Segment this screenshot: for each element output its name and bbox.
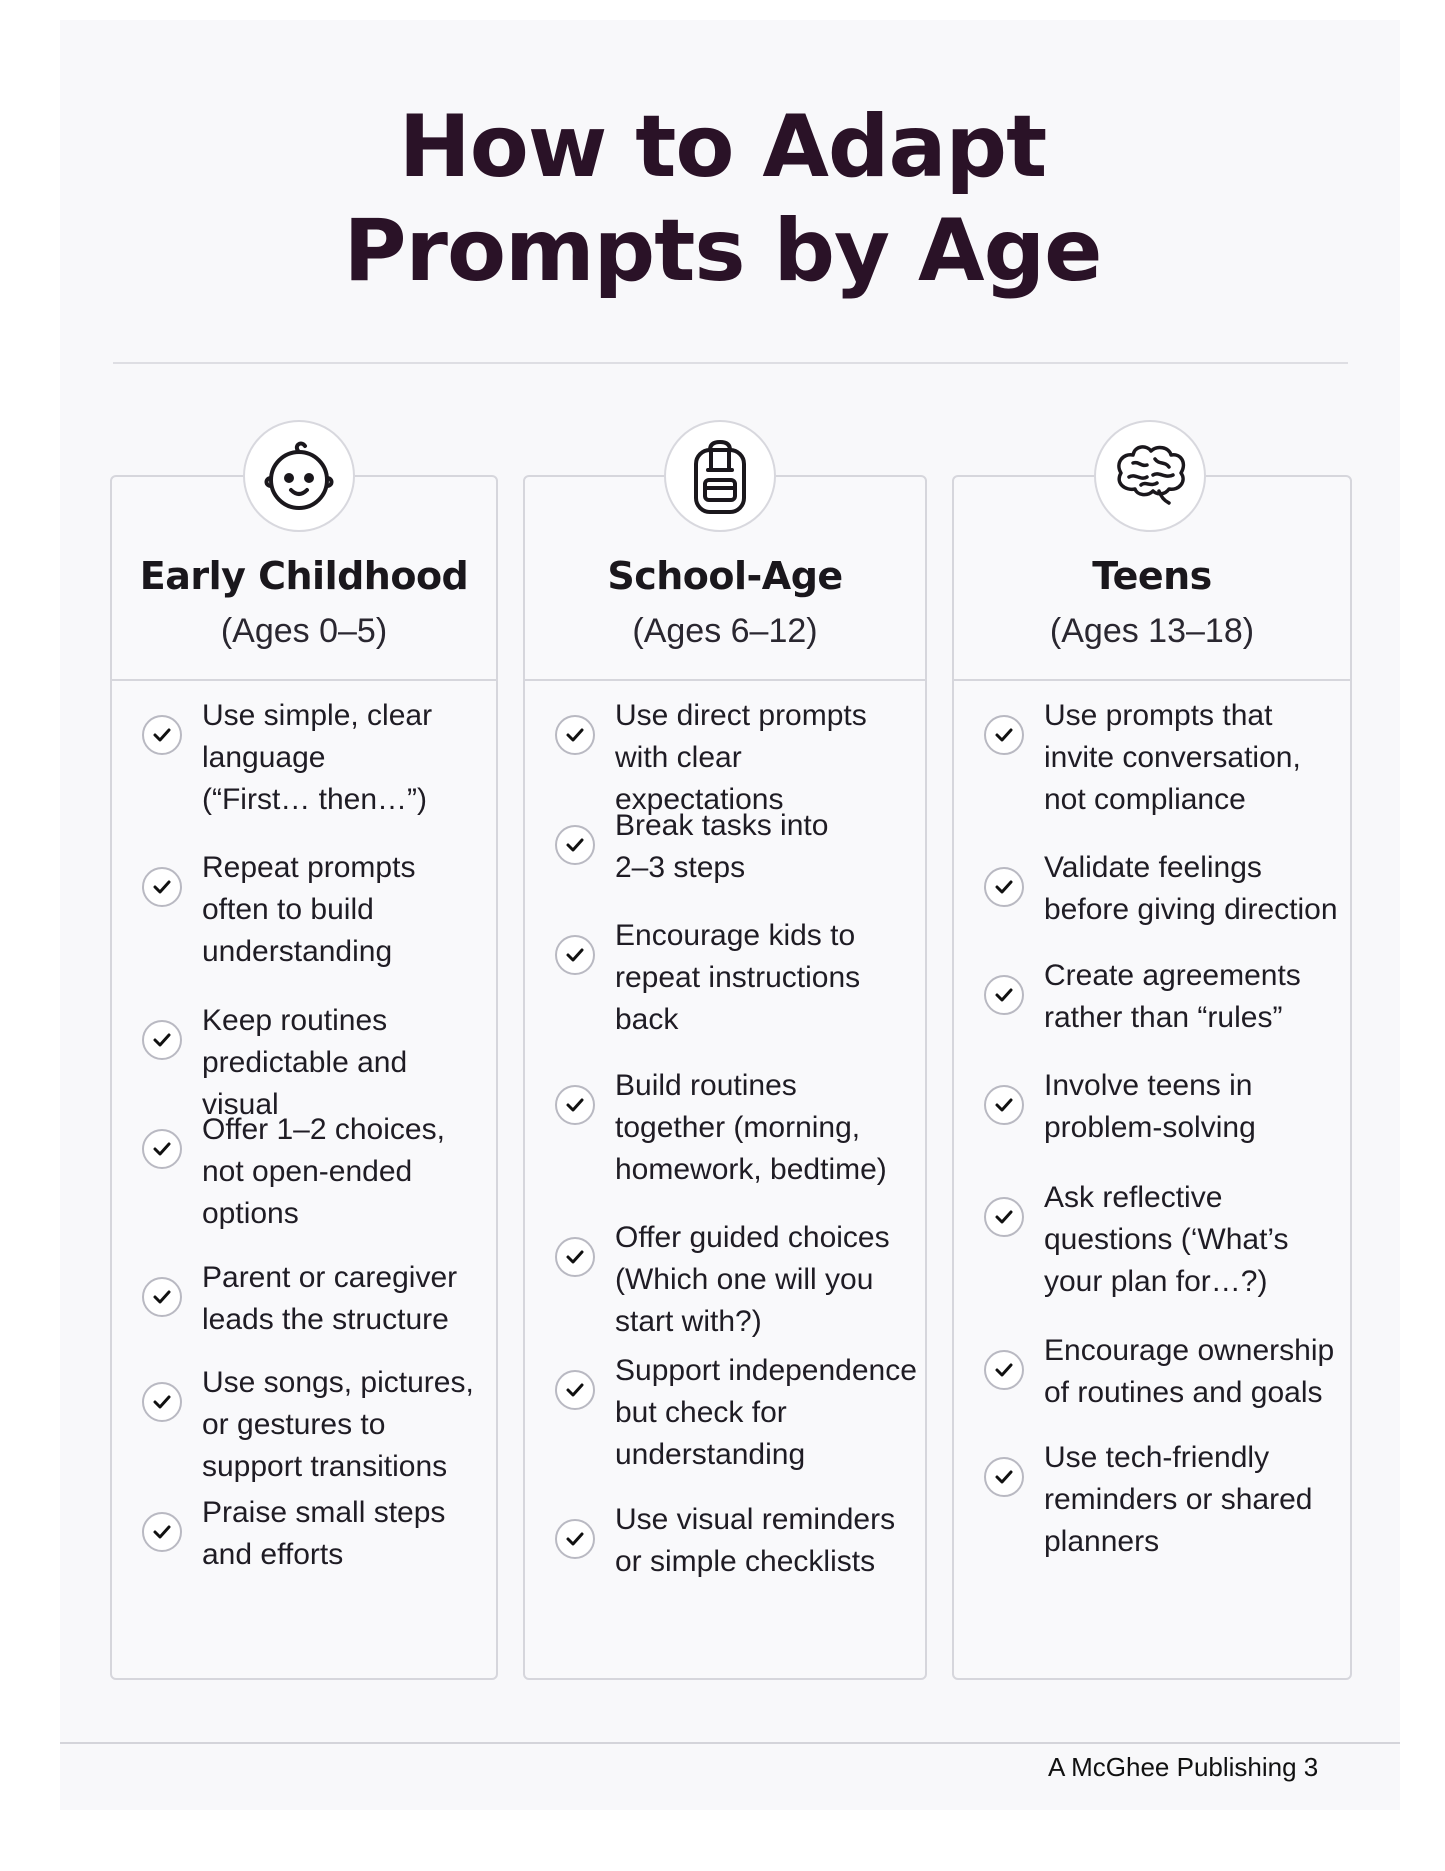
baby-face-icon <box>243 420 355 532</box>
list-item-text: Offer 1–2 choices, not open-ended options <box>202 1113 445 1230</box>
checkmark-icon <box>984 975 1024 1015</box>
checkmark-icon <box>984 867 1024 907</box>
list-item-text: Parent or caregiver leads the structure <box>202 1261 458 1336</box>
checkmark-icon <box>984 715 1024 755</box>
column-age-range: (Ages 0–5) <box>220 612 388 650</box>
title-line-2: Prompts by Age <box>343 201 1102 301</box>
checkmark-icon <box>142 867 182 907</box>
list-item-text: Keep routines predictable and visual <box>202 1004 408 1121</box>
title-line-1: How to Adapt <box>398 97 1047 197</box>
checkmark-icon <box>142 1382 182 1422</box>
column-school-age <box>523 475 927 1680</box>
checkmark-icon <box>984 1457 1024 1497</box>
list-item-text: Use visual reminders or simple checklists <box>615 1503 896 1578</box>
list-item-text: Ask reflective questions (‘What’s your plan for…?) <box>1044 1181 1289 1298</box>
checkmark-icon <box>555 1085 595 1125</box>
column-early-childhood <box>110 475 498 1680</box>
backpack-icon <box>664 420 776 532</box>
checkmark-icon <box>142 1020 182 1060</box>
column-title: Early Childhood <box>139 554 469 598</box>
list-item-text: Praise small steps and efforts <box>202 1496 446 1571</box>
column-age-range: (Ages 6–12) <box>632 612 818 650</box>
list-item-text: Encourage ownership of routines and goals <box>1044 1334 1335 1409</box>
checkmark-icon <box>984 1085 1024 1125</box>
checkmark-icon <box>142 1512 182 1552</box>
list-item-text: Repeat prompts often to build understanding <box>202 851 416 968</box>
checkmark-icon <box>555 825 595 865</box>
list-item-text: Involve teens in problem-solving <box>1044 1069 1256 1144</box>
column-title: School-Age <box>607 554 843 598</box>
checkmark-icon <box>555 715 595 755</box>
checkmark-icon <box>555 1237 595 1277</box>
list-item-text: Use simple, clear language (“First… then…”) <box>202 699 433 816</box>
page-footer: A McGhee Publishing 3 <box>1048 1752 1319 1782</box>
brain-icon <box>1094 420 1206 532</box>
title-divider <box>113 362 1348 364</box>
checkmark-icon <box>142 1129 182 1169</box>
checkmark-icon <box>142 715 182 755</box>
checkmark-icon <box>555 1370 595 1410</box>
list-item-text: Validate feelings before giving direction <box>1044 851 1338 926</box>
checkmark-icon <box>984 1197 1024 1237</box>
list-item-text: Offer guided choices (Which one will you start with?) <box>615 1221 890 1338</box>
list-item-text: Use tech-friendly reminders or shared planners <box>1044 1441 1313 1558</box>
checkmark-icon <box>142 1277 182 1317</box>
list-item-text: Use songs, pictures, or gestures to support transitions <box>202 1366 474 1483</box>
list-item-text: Break tasks into 2–3 steps <box>615 809 829 884</box>
list-item-text: Support independence but check for understanding <box>615 1354 917 1471</box>
list-item-text: Encourage kids to repeat instructions back <box>615 919 861 1036</box>
checkmark-icon <box>555 1519 595 1559</box>
list-item-text: Create agreements rather than “rules” <box>1044 959 1301 1034</box>
page-title <box>0 95 1445 303</box>
column-teens <box>952 475 1352 1680</box>
column-title: Teens <box>1092 554 1212 598</box>
footer-divider <box>60 1742 1400 1744</box>
checkmark-icon <box>984 1350 1024 1390</box>
list-item-text: Use direct prompts with clear expectations <box>615 699 867 816</box>
list-item-text: Use prompts that invite conversation, not compliance <box>1044 699 1301 816</box>
checkmark-icon <box>555 935 595 975</box>
list-item-text: Build routines together (morning, homework, bedtime) <box>615 1069 887 1186</box>
column-age-range: (Ages 13–18) <box>1049 612 1255 650</box>
